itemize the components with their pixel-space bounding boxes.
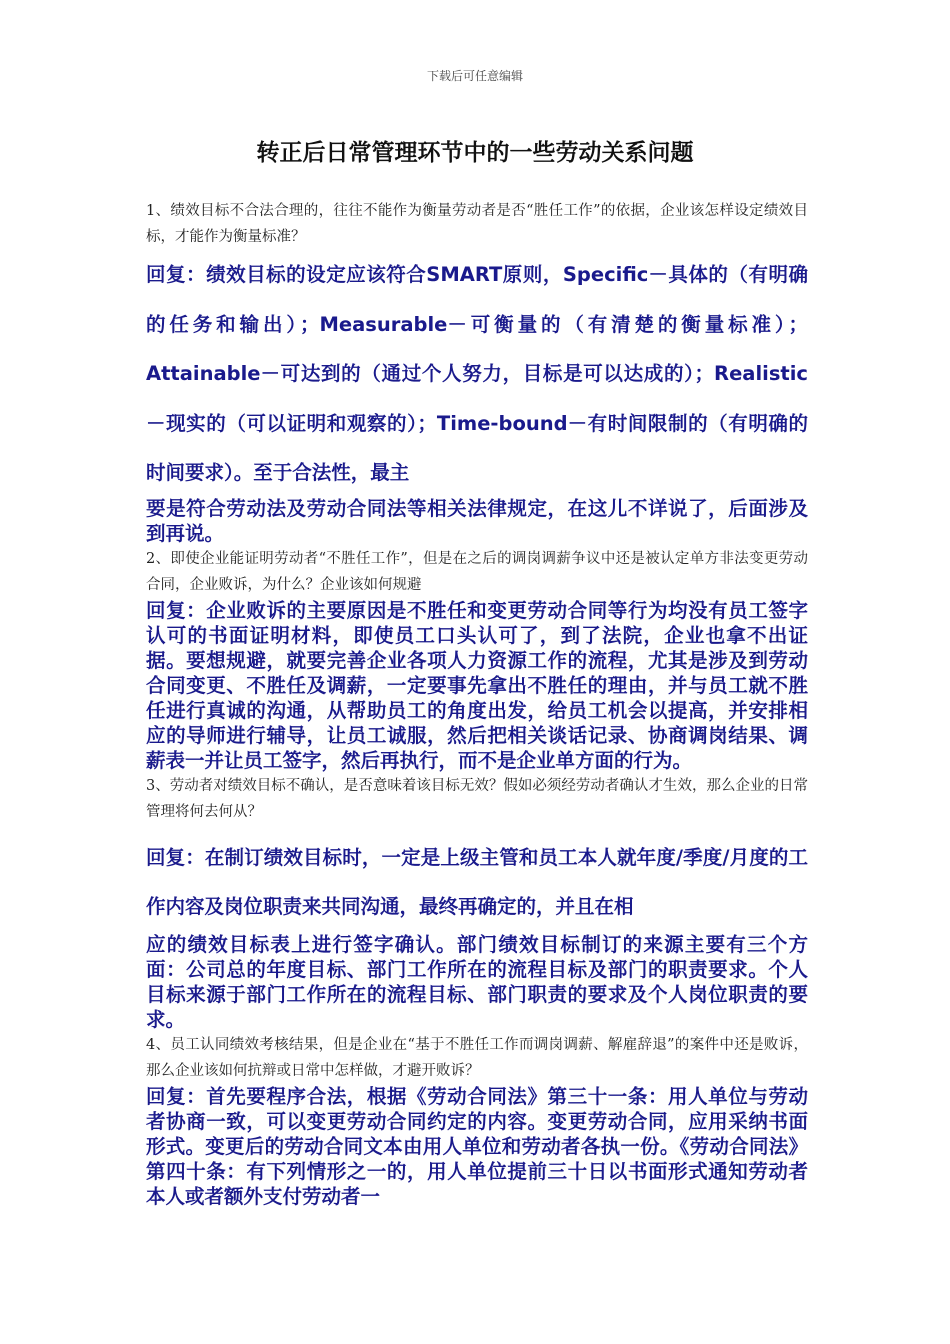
question-1: 1、绩效目标不合法合理的，往往不能作为衡量劳动者是否“胜任工作”的依据，企业该怎样设定绩效目标，才能作为衡量标准？ [146, 203, 808, 245]
question-4: 4、员工认同绩效考核结果，但是企业在“基于不胜任工作而调岗调薪、解雇辞退”的案件中还是败诉，那么企业该如何抗辩或日常中怎样做，才避开败诉？ [146, 1036, 808, 1079]
answer-3: 回复：在制订绩效目标时，一定是上级主管和员工本人就年度/季度/月度的工作内容及岗位职责来共同沟通，最终再确定的，并且在相 [146, 845, 808, 918]
answer-3-continued: 应的绩效目标表上进行签字确认。部门绩效目标制订的来源主要有三个方面：公司总的年度目标、部门工作所在的流程目标及部门的职责要求。个人目标来源于部门工作所在的流程目标、部门职责的要求及个人岗位职责的要求。 [146, 932, 808, 1031]
page-header: 下载后可任意编辑 [426, 69, 523, 83]
answer-2: 回复：企业败诉的主要原因是不胜任和变更劳动合同等行为均没有员工签字认可的书面证明材料，即使员工口头认可了，到了法院，企业也拿不出证据。要想规避，就要完善企业各项人力资源工作的流程，尤其是涉及到劳动合同变更、不胜任及调薪，一定要事先拿出不胜任的理由，并与员工就不胜任进行真诚的沟通，从帮助员工的角度出发，给员工机会以提高，并安排相应的导师进行辅导，让员工诚服，然后把相关谈话记录、协商调岗结果、调薪表一并让员工签字，然后再执行，而不是企业单方面的行为。 [146, 598, 808, 772]
answer-1: 回复：绩效目标的设定应该符合SMART原则，Specific－具体的（有明确的任务和输出）；Measurable－可衡量的（有清楚的衡量标准）；Attainable－可达到的（通过个人努力，目标是可以达成的）；Realistic－现实的（可以证明和观察的）；Time-bound－有时间限制的（有明确的时间要求）。至于合法性，最主 [146, 263, 808, 484]
document-body [146, 198, 808, 1209]
question-3: 3、劳动者对绩效目标不确认，是否意味着该目标无效？假如必须经劳动者确认才生效，那么企业的日常管理将何去何从？ [146, 777, 808, 820]
answer-4: 回复：首先要程序合法，根据《劳动合同法》第三十一条：用人单位与劳动者协商一致，可以变更劳动合同约定的内容。变更劳动合同，应用采纳书面形式。变更后的劳动合同文本由用人单位和劳动者各执一份。《劳动合同法》第四十条：有下列情形之一的，用人单位提前三十日以书面形式通知劳动者本人或者额外支付劳动者一 [146, 1084, 808, 1208]
answer-1-continued: 要是符合劳动法及劳动合同法等相关法律规定，在这儿不详说了，后面涉及到再说。 [146, 496, 808, 545]
question-2: 2、即使企业能证明劳动者“不胜任工作”，但是在之后的调岗调薪争议中还是被认定单方非法变更劳动合同，企业败诉，为什么？企业该如何规避 [146, 550, 808, 593]
document-title: 转正后日常管理环节中的一些劳动关系问题 [256, 140, 694, 166]
